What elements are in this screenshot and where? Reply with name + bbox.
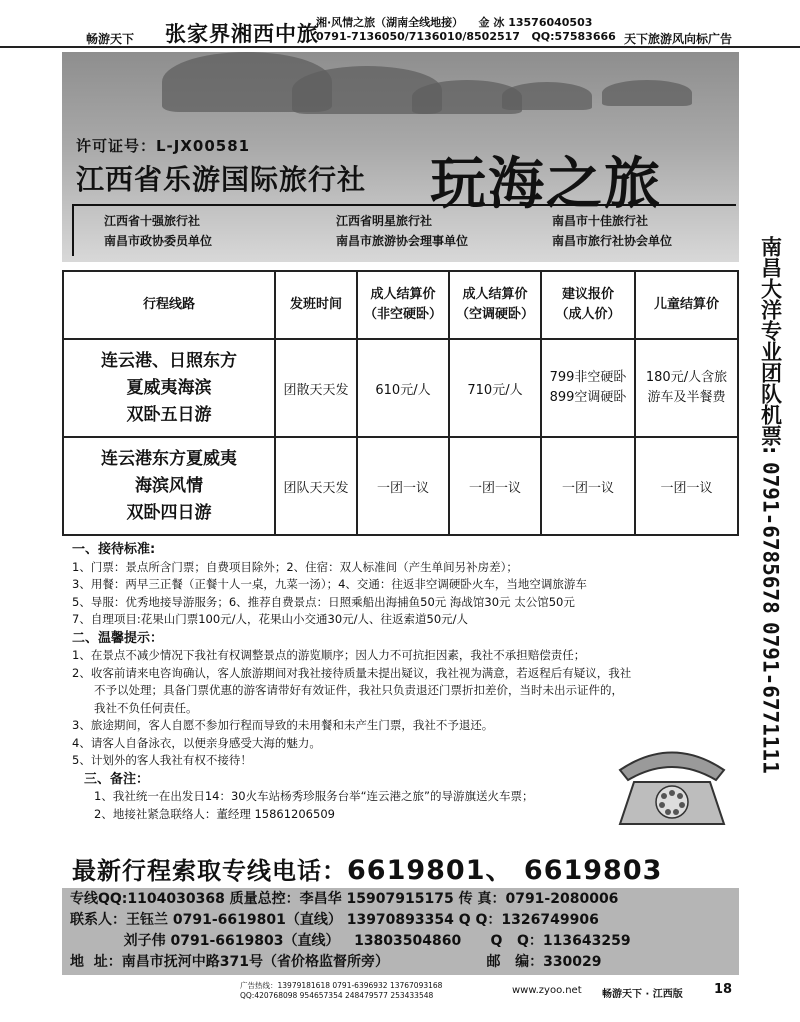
header-right-slogan: 天下旅游风向标广告: [624, 32, 733, 46]
col-route: 行程线路: [63, 271, 275, 339]
contact-row: 专线QQ:1104030368 质量总控：李昌华 15907915175 传 真：0791-2080006: [70, 891, 619, 907]
notes-line: 1、在景点不减少情况下我社有权调整景点的游览顺序；因人力不可抗拒因素，我社不承担赔偿责任；: [72, 648, 586, 662]
header-title: 张家界湘西中旅: [165, 22, 319, 46]
price-a-cell: 610元/人: [357, 339, 449, 437]
top-header: [0, 0, 800, 48]
route-line: 双卧四日游: [126, 502, 212, 523]
notes-heading: 三、备注：: [84, 771, 150, 787]
notes-line: 1、门票：景点所含门票；自费项目除外；2、住宿：双人标准间（产生单间另补房差）；: [72, 559, 518, 574]
child-cell: 一团一议: [635, 437, 738, 535]
telephone-icon: [612, 740, 732, 830]
table-row: [63, 437, 738, 535]
col-suggest: [541, 271, 635, 339]
price-a-cell: 一团一议: [357, 437, 449, 535]
schedule-cell: 团队天天发: [275, 437, 357, 535]
footer-brand: 畅游天下 · 江西版: [602, 989, 683, 1000]
contact-block: [62, 888, 739, 975]
page-number: 18: [714, 982, 733, 997]
honor-item: 南昌市旅行社协会单位: [552, 234, 673, 248]
route-line: 连云港、日照东方: [101, 350, 237, 371]
contact-row: 联系人：王钰兰 0791-6619801（直线） 13970893354 Q Q：1326749906: [70, 912, 599, 928]
child-line: 180元/人含旅: [645, 370, 728, 385]
table-row: [63, 339, 738, 437]
route-line: 海滨风情: [135, 475, 203, 496]
notes-line: 3、旅途期间，客人自愿不参加行程而导致的未用餐和未产生门票，我社不予退还。: [72, 718, 494, 732]
route-line: 双卧五日游: [126, 404, 212, 425]
price-b-cell: 一团一议: [449, 437, 541, 535]
notes-line: 3、用餐：两早三正餐（正餐十人一桌，九菜一汤）；4、交通：往返非空调硬卧火车，当地空调旅游车: [72, 577, 587, 591]
umbrella-shape: [502, 82, 592, 110]
honor-item: 南昌市政协委员单位: [104, 234, 213, 248]
side-ad-text: 南昌大洋专业团队机票:: [758, 236, 783, 455]
notes-line: 4、请客人自备泳衣，以便亲身感受大海的魅力。: [72, 735, 321, 750]
honor-item: 江西省明星旅行社: [336, 214, 433, 228]
hotline: [72, 848, 662, 887]
honor-item: 南昌市旅游协会理事单位: [336, 234, 469, 248]
route-cell: [63, 339, 275, 437]
notes-line: 我社不负任何责任。: [94, 700, 198, 715]
suggest-cell: 一团一议: [541, 437, 635, 535]
side-phone-1: 0791-6785678: [758, 462, 783, 615]
route-cell: [63, 437, 275, 535]
col-schedule: 发班时间: [275, 271, 357, 339]
itinerary-price-table: [62, 270, 739, 536]
suggest-cell: [541, 339, 635, 437]
header-qq: QQ:57583666: [531, 30, 616, 43]
agency-name: 江西省乐游国际旅行社: [76, 163, 367, 196]
notes-line: 5、计划外的客人我社有权不接待！: [72, 753, 252, 767]
child-line: 游车及半餐费: [647, 390, 726, 405]
schedule-cell: 团散天天发: [275, 339, 357, 437]
notes-line: 1、我社统一在出发日14：30火车站杨秀珍服务台举“连云港之旅”的导游旗送火车票；: [94, 789, 534, 803]
honor-list: [72, 204, 736, 256]
side-flight-ad: [744, 236, 796, 780]
notes-line: 7、自理项目:花果山门票100元/人，花果山小交通30元/人、往返索道50元/人: [72, 612, 469, 626]
footer-ad: [240, 981, 442, 1001]
umbrella-shape: [602, 80, 692, 106]
table-header-row: [63, 271, 738, 339]
notes-line: 2、地接社紧急联络人：董经理 15861206509: [94, 806, 335, 821]
col-suggest-line2: （成人价）: [555, 307, 621, 322]
notes-line: 5、导服：优秀地接导游服务；6、推荐自费景点：日照乘船出海捕鱼50元 海战馆30元 太公馆50元: [72, 594, 575, 609]
notes-line: 不予以处理；具备门票优惠的游客请带好有效证件，我社只负责退还门票折扣差价，当时未出示证件的，: [94, 683, 623, 697]
col-price-b-line1: 成人结算价: [462, 287, 528, 302]
child-cell: [635, 339, 738, 437]
honor-item: 江西省十强旅行社: [104, 214, 201, 228]
header-brand: 畅游天下: [86, 32, 135, 46]
header-contact-name: 金 冰: [478, 16, 505, 29]
side-phone-2: 0791-6771111: [758, 622, 783, 774]
suggest-line: 799非空硬卧: [549, 370, 627, 385]
col-price-b: [449, 271, 541, 339]
col-price-b-line2: （空调硬卧）: [455, 307, 534, 322]
contact-row: 地 址：南昌市抚河中路371号（省价格监督所旁） 邮 编：330029: [70, 954, 602, 970]
header-phones: 0791-7136050/7136010/8502517: [316, 30, 520, 43]
col-child: 儿童结算价: [635, 271, 738, 339]
price-b-cell: 710元/人: [449, 339, 541, 437]
col-suggest-line1: 建议报价: [561, 287, 614, 302]
slogan-title: 玩海之旅: [430, 151, 662, 217]
route-line: 连云港东方夏威夷: [101, 448, 237, 469]
honor-item: 南昌市十佳旅行社: [552, 214, 649, 228]
notes-heading: 二、温馨提示：: [72, 630, 164, 646]
footer-site: www.zyoo.net: [512, 985, 582, 996]
footer-ad-line: 广告热线：13979181618 0791-6396932 13767093168: [240, 981, 443, 990]
col-price-a-line1: 成人结算价: [370, 287, 436, 302]
notes-line: 2、收客前请来电咨询确认，客人旅游期间对我社接待质量未提出疑议，我社视为满意，若返程后有疑议，我社: [72, 665, 632, 680]
notes-heading: 一、接待标准:: [72, 542, 156, 557]
hotline-label: 最新行程索取专线电话：: [72, 857, 347, 885]
contact-row: 刘子伟 0791-6619803（直线） 13803504860 Q Q：113643259: [70, 933, 631, 949]
suggest-line: 899空调硬卧: [549, 390, 627, 405]
route-line: 夏威夷海滨: [126, 377, 212, 398]
page-footer: [0, 975, 800, 1022]
license-number: 许可证号：L-JX00581: [76, 137, 251, 155]
hotline-numbers: 6619801、 6619803: [347, 855, 663, 886]
col-price-a-line2: （非空硬卧）: [363, 307, 442, 322]
header-sub: 湘·风情之旅（湖南全线地接）: [316, 16, 464, 29]
header-mobile: 13576040503: [508, 16, 593, 29]
col-price-a: [357, 271, 449, 339]
header-contact: [316, 16, 616, 44]
footer-ad-line: QQ:420768098 954657354 248479577 253433548: [240, 991, 434, 1000]
